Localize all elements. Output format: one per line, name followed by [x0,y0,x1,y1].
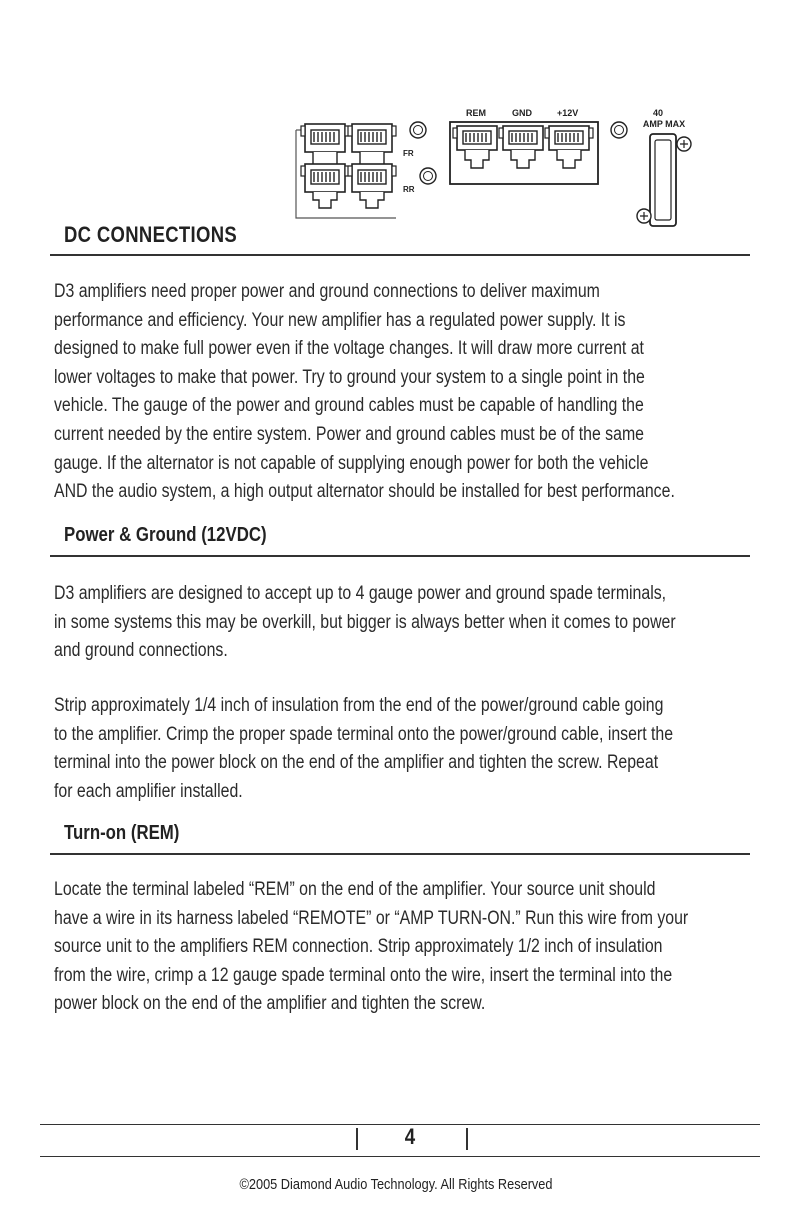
power-p1-line-2: in some systems this may be overkill, but bigger is always better when it comes to power [54,611,676,633]
power-p2-line-1: Strip approximately 1/4 inch of insulation from the end of the power/ground cable going [54,695,664,716]
rr-label: RR [403,185,415,194]
dc-line-2: performance and efficiency. Your new amplifier has a regulated power supply. It is [54,309,626,331]
fuse-holder [637,134,691,226]
dc-heading-rule [50,254,750,256]
page-number-separator-left [356,1128,358,1150]
dc-line-8: AND the audio system, a high output alternator should be installed for best performance. [54,481,675,503]
speaker-terminal-rr-left [301,164,349,208]
turnon-line-3: source unit to the amplifiers REM connection. Strip approximately 1/2 inch of insulation [54,936,663,958]
turnon-line-1: Locate the terminal labeled “REM” on the end of the amplifier. Your source unit should [54,879,656,900]
rr-led-indicator [420,168,436,184]
rem-label: REM [466,108,486,118]
amplifier-terminal-diagram [0,0,792,240]
copyright-notice: ©2005 Diamond Audio Technology. All Rights Reserved [239,1176,553,1193]
gnd-label: GND [512,108,532,118]
power-heading-rule [50,555,750,557]
page-number-separator-right [466,1128,468,1150]
power-p2-line-3: terminal into the power block on the end of the amplifier and tighten the screw. Repeat [54,752,659,774]
plus12v-label: +12V [557,108,579,118]
footer-rule-bottom [40,1156,760,1157]
turn-on-paragraph [54,876,747,1019]
page-number: 4 [404,1124,416,1149]
fr-led-indicator [410,122,426,138]
turn-on-heading-rule [50,853,750,855]
power-ground-paragraph-1 [54,580,747,666]
dc-connections-heading: DC CONNECTIONS [64,222,238,247]
dc-line-1: D3 amplifiers need proper power and ground connections to deliver maximum [54,281,600,302]
turnon-line-4: from the wire, crimp a 12 gauge spade terminal onto the wire, insert the terminal into the [54,964,673,986]
dc-line-4: lower voltages to make that power. Try to ground your system to a single point in the [54,366,645,388]
power-p1-line-3: and ground connections. [54,640,228,662]
fuse-amp-max-label: AMP MAX [642,119,686,129]
dc-connections-paragraph [54,278,747,507]
power-p2-line-2: to the amplifier. Crimp the proper spade terminal onto the power/ground cable, insert the [54,723,674,745]
dc-line-6: current needed by the entire system. Power and ground cables must be of the same [54,423,644,445]
fr-label: FR [403,149,414,158]
turnon-line-5: power block on the end of the amplifier and tighten the screw. [54,993,486,1015]
fuse-rating-label: 40 [652,108,664,118]
dc-line-5: vehicle. The gauge of the power and ground cables must be capable of handling the [54,395,644,417]
power-ground-paragraph-2 [54,692,747,806]
dc-line-7: gauge. If the alternator is not capable of supplying enough power for both the vehicle [54,452,649,474]
power-p2-line-4: for each amplifier installed. [54,780,243,802]
power-led-indicator [611,122,627,138]
dc-line-3: designed to make full power even if the voltage changes. It will draw more current at [54,338,644,360]
speaker-terminal-rr-right [348,164,396,208]
power-p1-line-1: D3 amplifiers are designed to accept up to 4 gauge power and ground spade terminals, [54,583,667,604]
power-ground-heading: Power & Ground (12VDC) [64,524,267,546]
turnon-line-2: have a wire in its harness labeled “REMOTE” or “AMP TURN-ON.” Run this wire from your [54,907,689,929]
turn-on-heading: Turn-on (REM) [64,822,180,844]
